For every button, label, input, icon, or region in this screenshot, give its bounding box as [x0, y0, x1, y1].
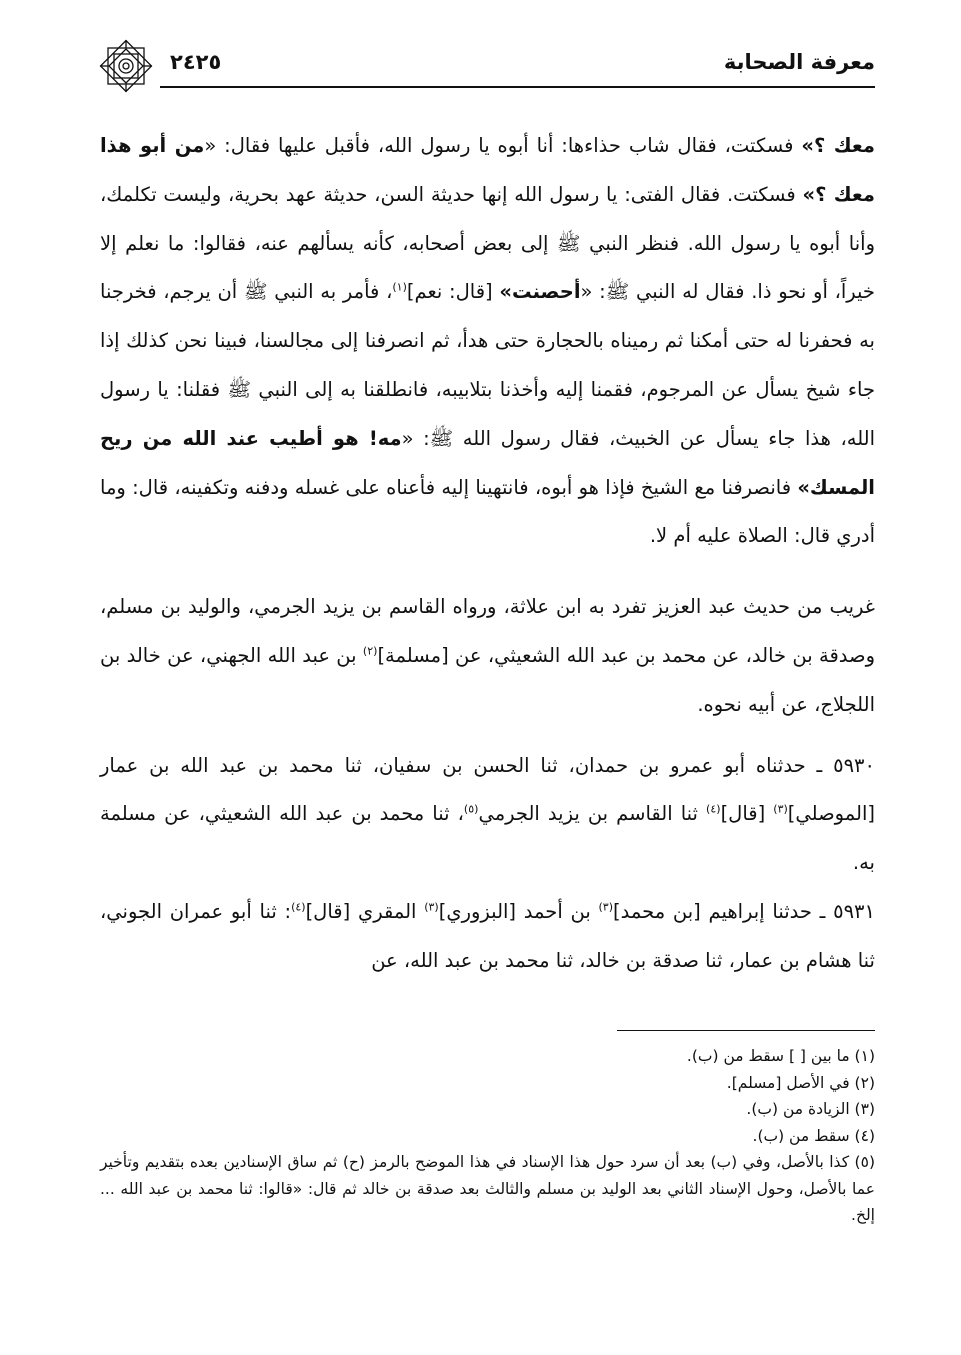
text-span: [قال]	[720, 802, 774, 826]
footnotes	[100, 1043, 875, 1229]
main-text	[100, 122, 875, 986]
text-span: : ثنا أبو عمران الجوني، ثنا هشام بن عمار، ثنا صدقة بن خالد، ثنا محمد بن عبد الله، عن	[100, 899, 875, 972]
footnote-ref: (٣)	[424, 900, 439, 914]
text-span: أحصنت»	[499, 280, 581, 304]
footnote-ref: (٣)	[598, 900, 613, 914]
footnote-ref: (٤)	[706, 802, 721, 816]
text-span: فسكتت. فقال الفتى: يا رسول الله إنها حديثة السن، حديثة عهد بحرية، وليست تكلمك، وأنا أبوه يا رسول الله. فنظر النبي ﷺ إلى بعض أصحابه، كأنه يسألهم عنه، فقالوا: ما نعلم إلا خيراً، أو نحو ذا. فقال له النبي ﷺ: «	[100, 182, 875, 304]
footnote-ref: (١)	[392, 280, 407, 294]
footnote-2: (٢) في الأصل [مسلم].	[726, 1073, 875, 1092]
text-span: من أبو هذا معك ؟»	[100, 134, 875, 206]
text-span: المقري [قال]	[305, 899, 425, 923]
text-span: [قال: نعم]	[406, 280, 500, 304]
text-span: بن عبد الله الجهني، عن خالد بن اللجلاج، عن أبيه نحوه.	[100, 643, 875, 716]
page-number: ٢٤٢٥	[170, 50, 222, 74]
footnote-5: (٥) كذا بالأصل، وفي (ب) بعد أن سرد حول هذا الإسناد في هذا الموضح بالرمز (ح) ثم ساق الإسنادين بعده بتقديم وتأخير عما بالأصل، وحول الإسناد الثاني بعد الوليد بن مسلم والثالث بعد صدقة بن خالد ثم قال: «قالوا: ثنا محمد بن عبد الله ... إلخ.	[100, 1153, 875, 1224]
eight-point-star-ornament-icon	[98, 38, 154, 94]
footnote-ref: (٢)	[362, 644, 378, 658]
header-rule	[160, 86, 875, 88]
paragraph-commentary	[100, 583, 875, 729]
text-span: فسكتت، فقال شاب حذاءها: أنا أبوه يا رسول الله، فأقبل عليها فقال: «	[204, 134, 802, 157]
text-span: ٥٩٣٠ ـ حدثناه أبو عمرو بن حمدان، ثنا الحسن بن سفيان، ثنا محمد بن عبد الله بن عمار [الموصلي]	[100, 753, 875, 826]
footnote-1: (١) ما بين [ ] سقط من (ب).	[686, 1047, 875, 1065]
paragraph-hadith-narrative	[100, 122, 875, 561]
footnote-ref: (٥)	[463, 802, 479, 816]
text-span: مه! هو أطيب عند الله من ريح المسك»	[100, 426, 875, 499]
text-span: معك ؟»	[801, 134, 875, 157]
paragraph-hadith-5931	[100, 888, 875, 986]
footnote-ref: (٣)	[773, 802, 788, 816]
text-span: ثنا القاسم بن يزيد الجرمي	[478, 802, 707, 826]
text-span: غريب من حديث عبد العزيز تفرد به ابن علاثة، ورواه القاسم بن يزيد الجرمي، والوليد بن مسلم، وصدقة بن خالد، عن محمد بن عبد الله الشعيثي، عن [مسلمة]	[100, 595, 875, 667]
footnote-3: (٣) الزيادة من (ب).	[746, 1100, 875, 1118]
running-title: معرفة الصحابة	[723, 50, 875, 74]
paragraph-hadith-5930	[100, 742, 875, 888]
text-span: فانصرفنا مع الشيخ فإذا هو أبوه، فانتهينا إليه فأعناه على غسله ودفنه وتكفينه، قال: وما أدري قال: الصلاة عليه أم لا.	[100, 475, 875, 548]
footnote-ref: (٤)	[291, 900, 306, 914]
text-span: بن أحمد [البزوري]	[438, 899, 599, 923]
footnote-rule	[617, 1030, 875, 1031]
page-header	[100, 46, 875, 80]
footnote-4: (٤) سقط من (ب).	[752, 1126, 875, 1145]
text-span: ، ثنا محمد بن عبد الله الشعيثي، عن مسلمة به.	[100, 802, 875, 875]
text-span: ٥٩٣١ ـ حدثنا إبراهيم [بن محمد]	[613, 899, 876, 923]
text-span: ، فأمر به النبي ﷺ أن يرجم، فخرجنا به فحفرنا له حتى أمكنا ثم رميناه بالحجارة حتى هدأ، ثم انصرفنا إلى مجالسنا، فبينا نحن كذلك إذا جاء شيخ يسأل عن المرجوم، فقمنا إليه وأخذنا بتلابيبه، فانطلقنا به إلى النبي ﷺ فقلنا: يا رسول الله، هذا جاء يسأل عن الخبيث، فقال رسول الله ﷺ: «	[100, 280, 876, 450]
